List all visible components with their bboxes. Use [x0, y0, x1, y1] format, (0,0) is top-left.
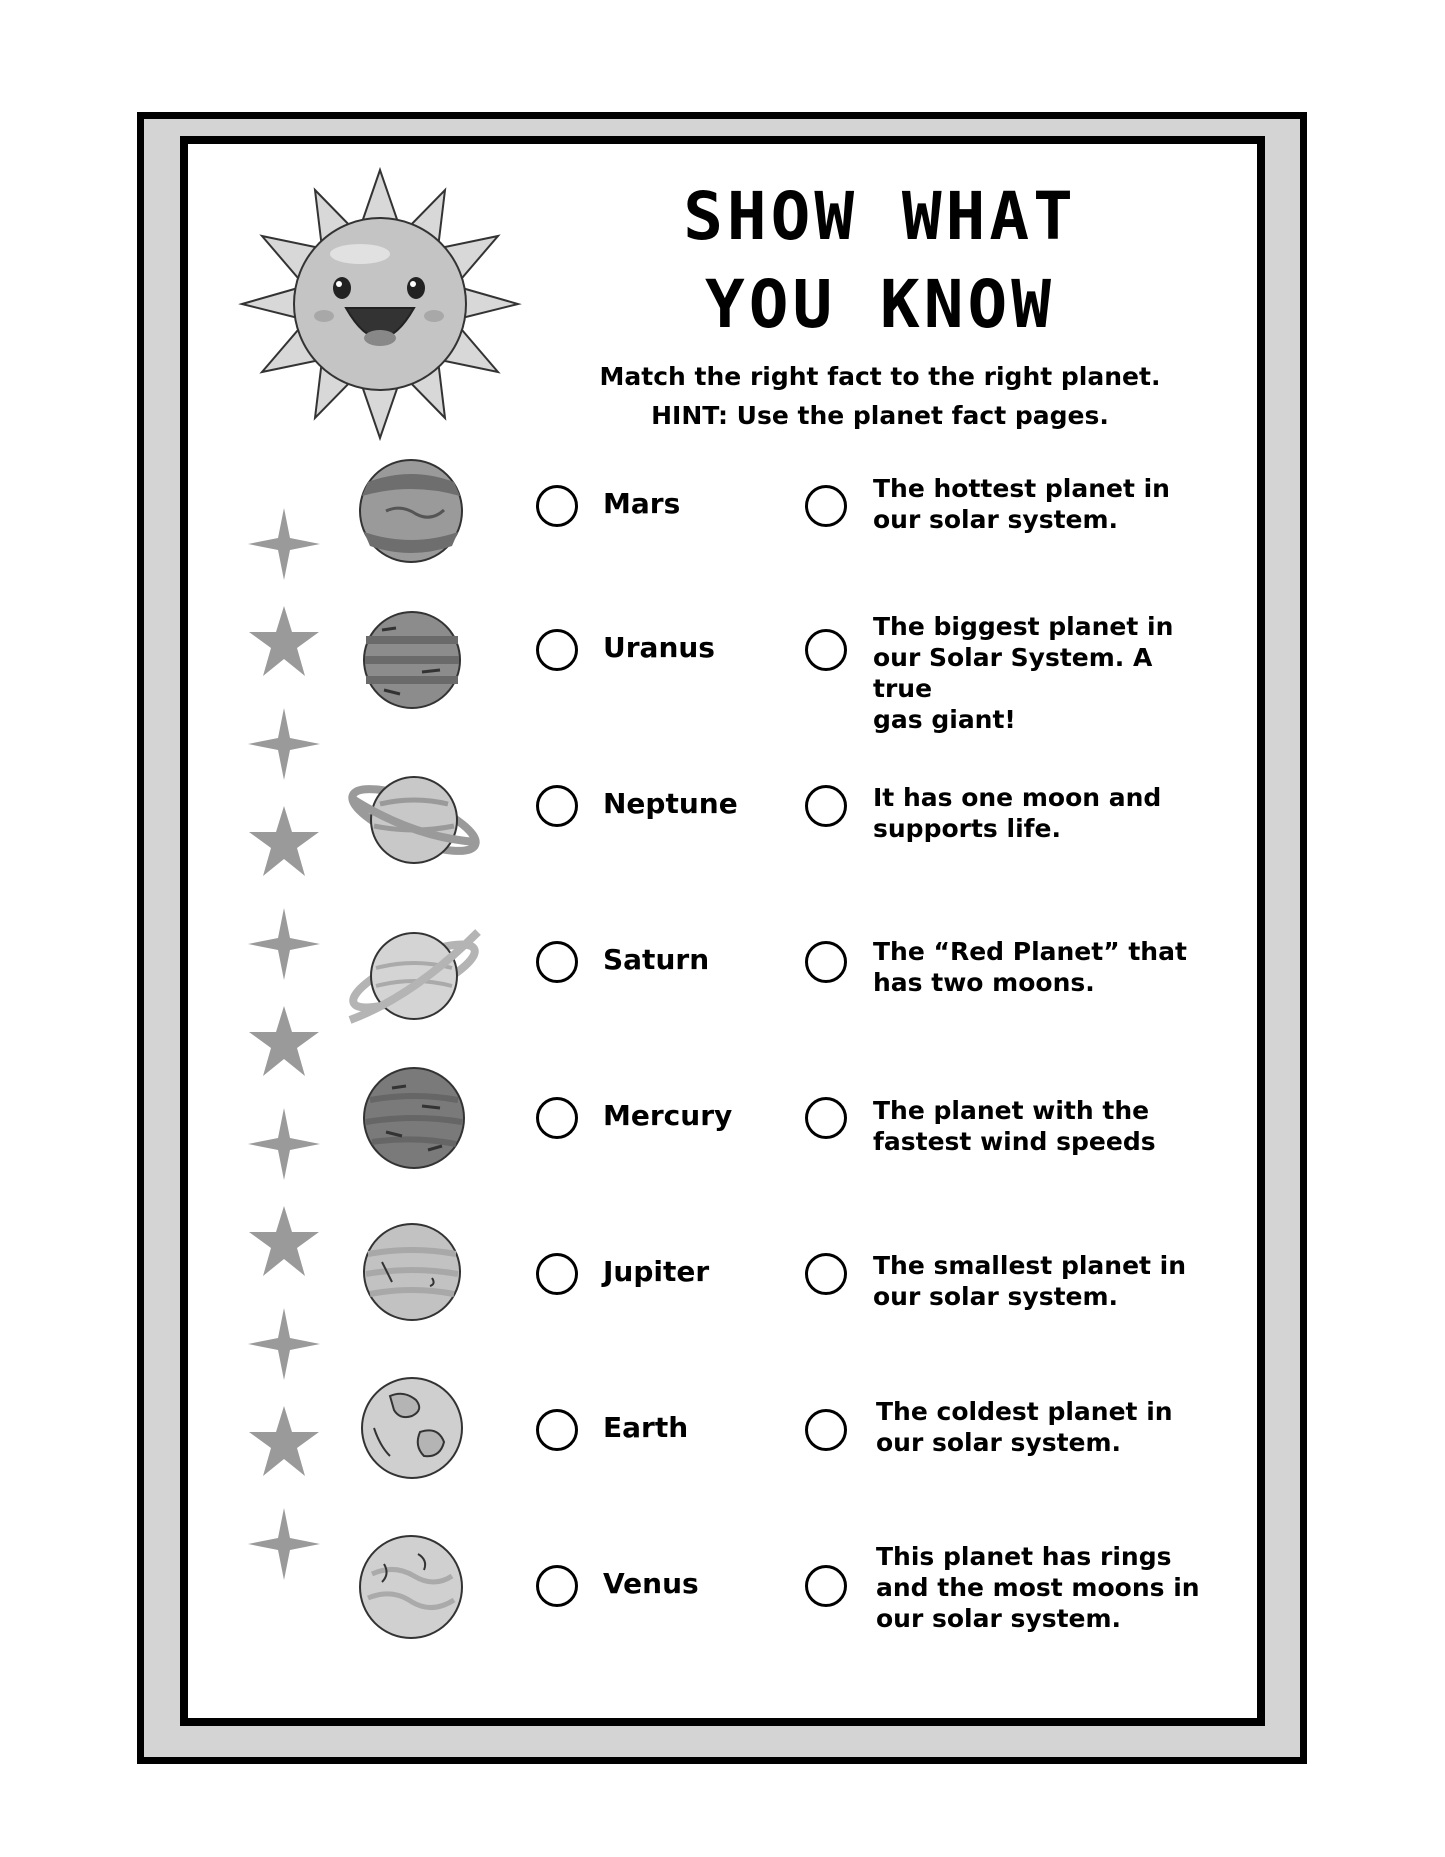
fact-line: our solar system.	[876, 1428, 1122, 1457]
fact-line: supports life.	[873, 814, 1061, 843]
planet-name-mercury: Mercury	[603, 1099, 733, 1132]
five-point-star-icon	[249, 1206, 319, 1276]
fact-line: The smallest planet in	[873, 1251, 1187, 1280]
planet-choice-circle-mars[interactable]	[536, 485, 578, 527]
fact-line: fastest wind speeds	[873, 1127, 1156, 1156]
fact-text-1	[873, 473, 1213, 535]
smiling-sun-icon	[240, 168, 520, 440]
four-point-star-icon	[248, 908, 320, 980]
fact-choice-circle-6[interactable]	[805, 1253, 847, 1295]
fact-line: has two moons.	[873, 968, 1095, 997]
instructions-line-1: Match the right fact to the right planet.	[599, 362, 1161, 391]
planet-choice-circle-jupiter[interactable]	[536, 1253, 578, 1295]
title-line-2: YOU KNOW	[705, 266, 1055, 343]
fact-line: The coldest planet in	[876, 1397, 1173, 1426]
fact-text-2	[873, 611, 1213, 735]
five-point-star-icon	[249, 806, 319, 876]
fact-choice-circle-4[interactable]	[805, 941, 847, 983]
fact-choice-circle-2[interactable]	[805, 629, 847, 671]
planet-name-mars: Mars	[603, 487, 681, 520]
five-point-star-icon	[249, 1006, 319, 1076]
title-line-1: SHOW WHAT	[683, 178, 1077, 255]
planet-icon	[362, 1222, 462, 1322]
planet-name-venus: Venus	[603, 1567, 699, 1600]
planet-choice-circle-venus[interactable]	[536, 1565, 578, 1607]
fact-choice-circle-7[interactable]	[805, 1409, 847, 1451]
planet-choice-circle-mercury[interactable]	[536, 1097, 578, 1139]
fact-text-4	[873, 936, 1213, 998]
fact-line: gas giant!	[873, 705, 1016, 734]
planet-name-earth: Earth	[603, 1411, 689, 1444]
fact-line: The biggest planet in	[873, 612, 1174, 641]
fact-line: our Solar System. A true	[873, 643, 1153, 703]
planet-icon	[358, 1534, 464, 1640]
planet-choice-circle-neptune[interactable]	[536, 785, 578, 827]
fact-line: our solar system.	[873, 505, 1119, 534]
planet-name-saturn: Saturn	[603, 943, 710, 976]
planet-icon	[356, 456, 466, 566]
planet-name-uranus: Uranus	[603, 631, 715, 664]
planet-name-neptune: Neptune	[603, 787, 738, 820]
five-point-star-icon	[249, 1406, 319, 1476]
four-point-star-icon	[248, 508, 320, 580]
planet-icon	[362, 610, 462, 710]
fact-line: It has one moon and	[873, 783, 1162, 812]
four-point-star-icon	[248, 1108, 320, 1180]
planet-choice-circle-saturn[interactable]	[536, 941, 578, 983]
fact-line: The “Red Planet” that	[873, 937, 1187, 966]
ringed-planet-icon	[346, 768, 482, 872]
fact-line: and the most moons in	[876, 1573, 1200, 1602]
fact-line: The hottest planet in	[873, 474, 1170, 503]
fact-choice-circle-5[interactable]	[805, 1097, 847, 1139]
fact-text-6	[873, 1250, 1213, 1312]
fact-text-5	[873, 1095, 1213, 1157]
four-point-star-icon	[248, 1308, 320, 1380]
fact-line: This planet has rings	[876, 1542, 1172, 1571]
fact-text-7	[876, 1396, 1216, 1458]
four-point-star-icon	[248, 1508, 320, 1580]
planet-icon	[362, 1066, 466, 1170]
fact-text-3	[873, 782, 1213, 844]
fact-line: our solar system.	[873, 1282, 1119, 1311]
four-point-star-icon	[248, 708, 320, 780]
planet-icon	[360, 1376, 464, 1480]
ringed-planet-icon	[346, 924, 482, 1028]
fact-choice-circle-3[interactable]	[805, 785, 847, 827]
instructions-line-2: HINT: Use the planet fact pages.	[651, 401, 1109, 430]
fact-choice-circle-1[interactable]	[805, 485, 847, 527]
fact-line: our solar system.	[876, 1604, 1122, 1633]
planet-name-jupiter: Jupiter	[603, 1255, 710, 1288]
fact-line: The planet with the	[873, 1096, 1150, 1125]
five-point-star-icon	[249, 606, 319, 676]
fact-text-8	[876, 1541, 1216, 1634]
planet-choice-circle-earth[interactable]	[536, 1409, 578, 1451]
fact-choice-circle-8[interactable]	[805, 1565, 847, 1607]
planet-choice-circle-uranus[interactable]	[536, 629, 578, 671]
